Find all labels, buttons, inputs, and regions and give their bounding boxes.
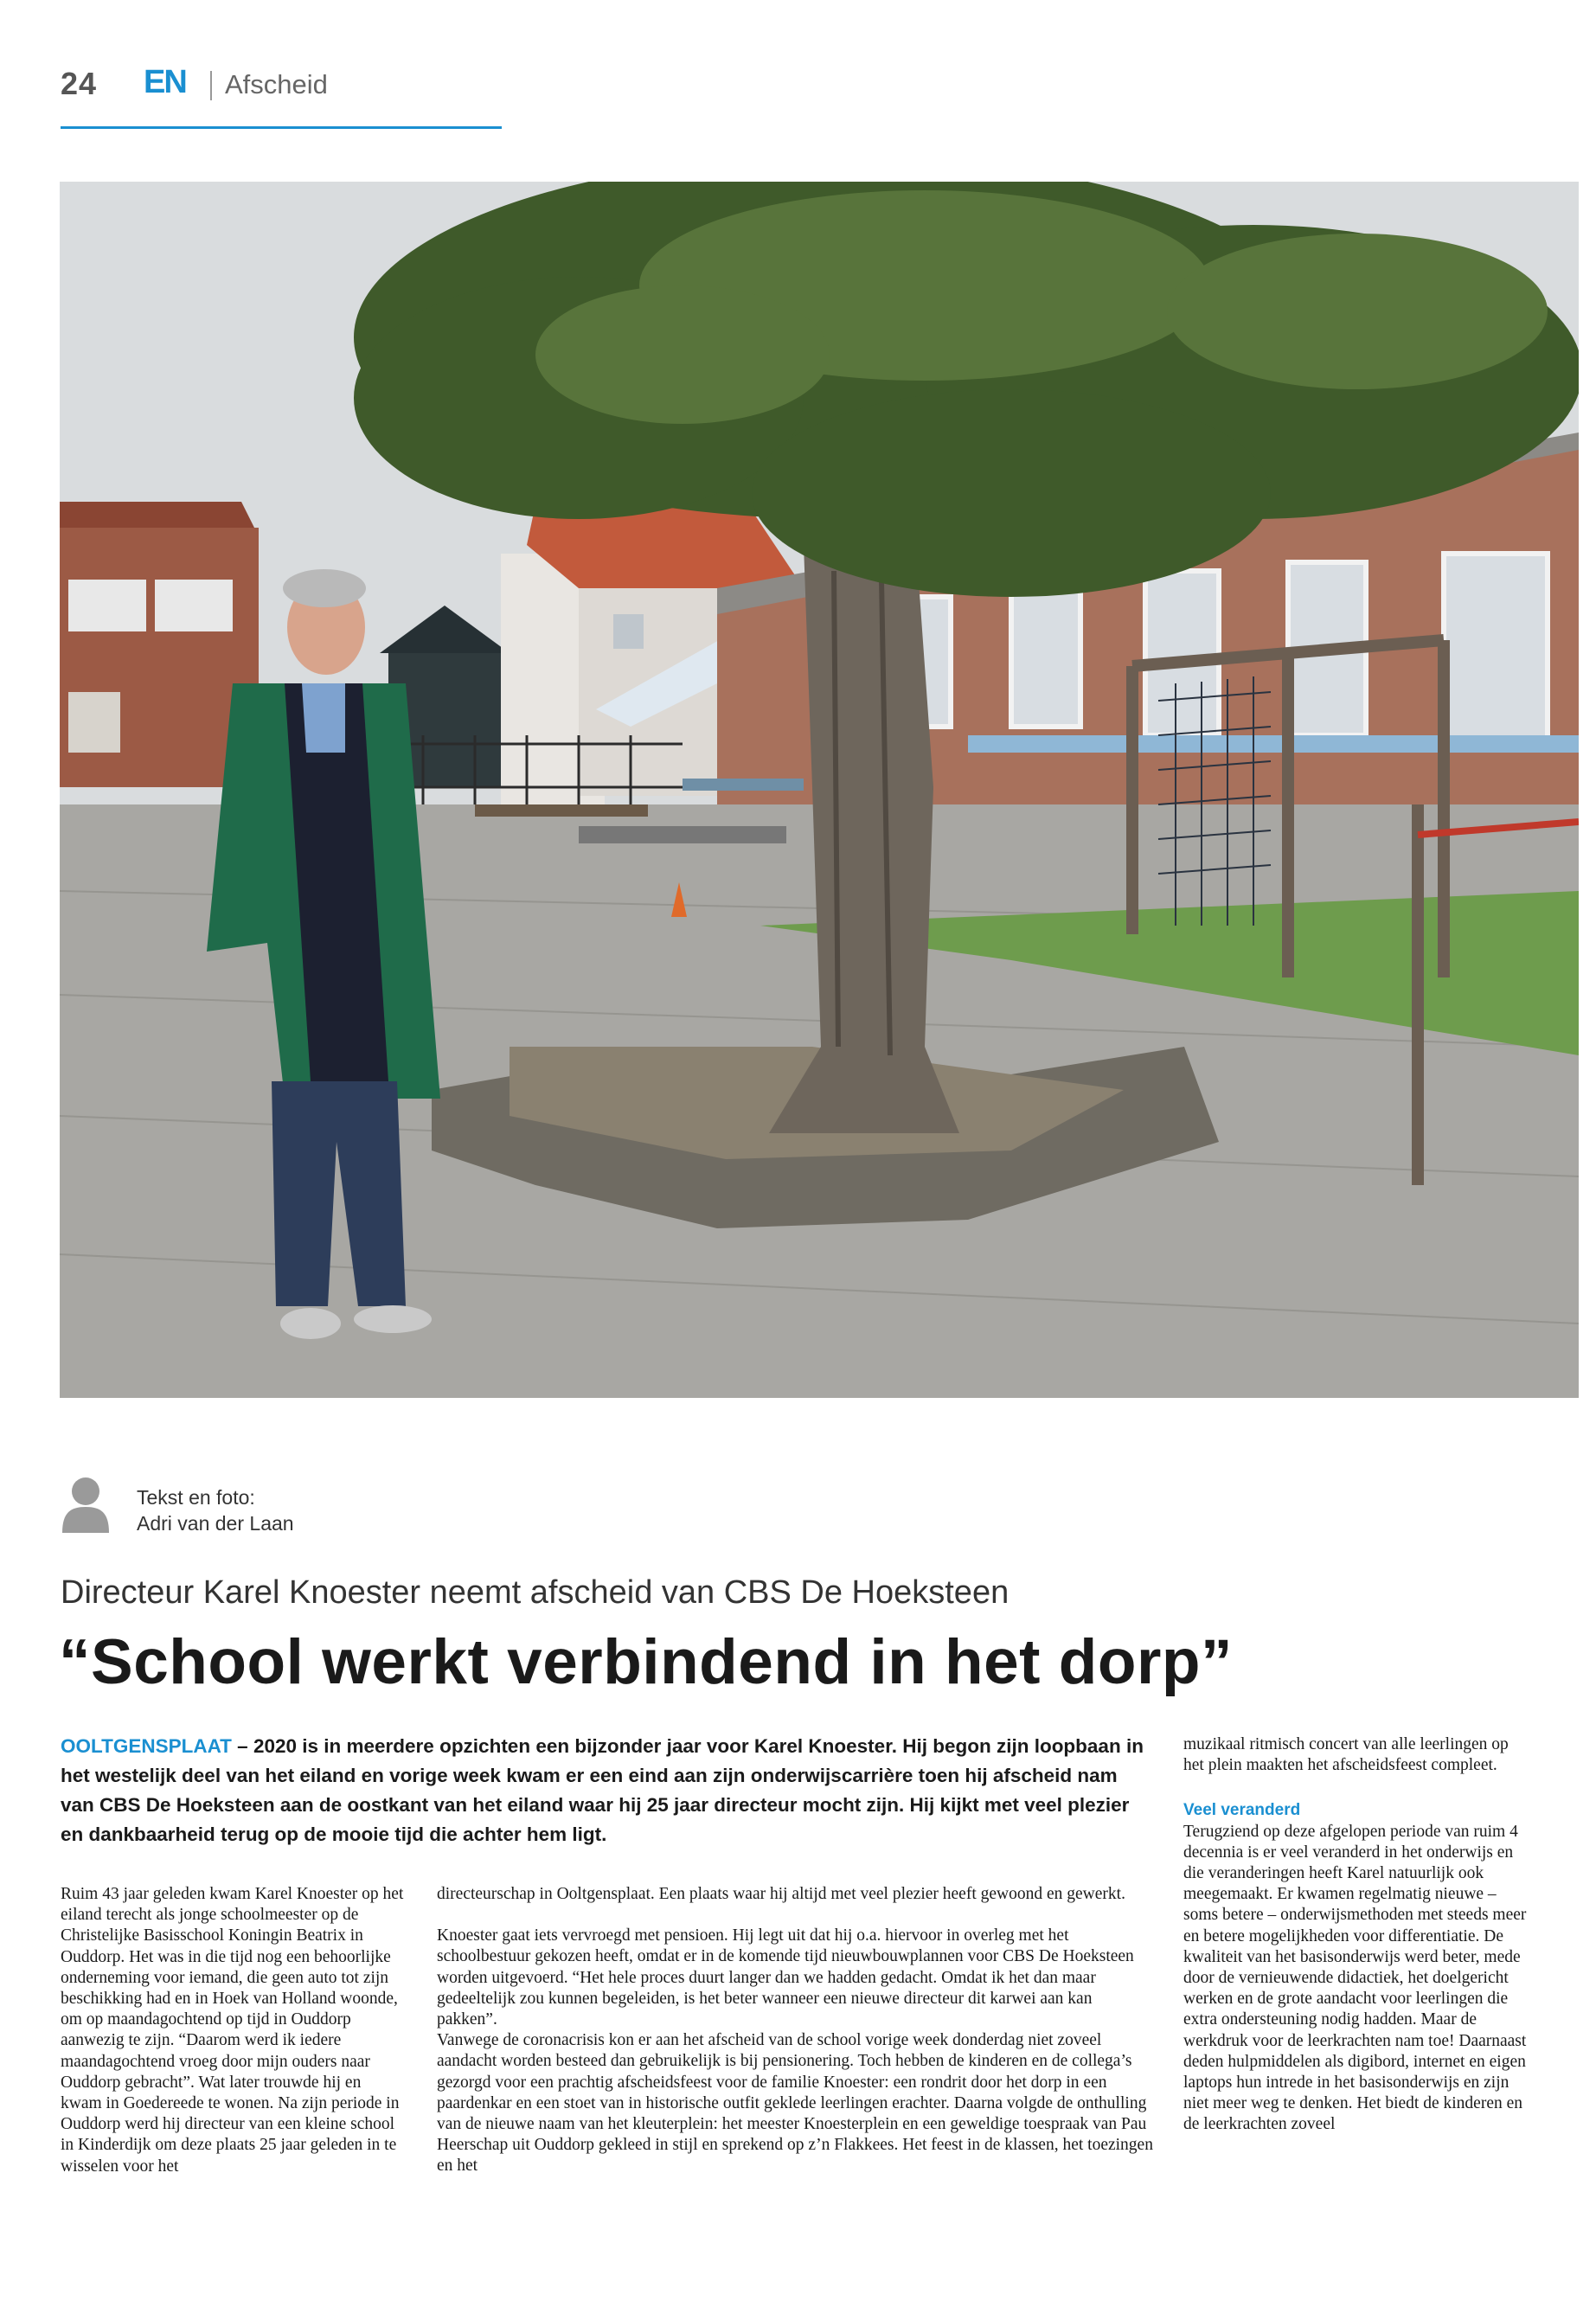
intro-text: – 2020 is in meerdere opzichten een bijzonder jaar voor Karel Knoester. Hij begon zijn loopbaan in het westelijk deel van het eiland en vorige week kwam er een eind aan zijn onderwijscarrière toen hij afscheid nam van CBS De Hoeksteen aan de oostkant van het eiland waar hij 25 jaar directeur mocht zijn. Hij kijkt met veel plezier en dankbaarheid terug op de mooie tijd die achter hem ligt. bbox=[61, 1735, 1144, 1845]
header-rule bbox=[61, 126, 502, 129]
body-paragraph: Knoester gaat iets vervroegd met pensioen. Hij legt uit dat hij o.a. hiervoor in overleg met het schoolbestuur gekozen heeft, omdat er in de komende tijd nieuwbouwplannen voor CBS De Hoeksteen worden uitgevoerd. “Het hele proces duurt langer dan we hadden gedacht. Omdat ik het dan maar gedeeltelijk zou kunnen begeleiden, is het beter wanneer een nieuwe directeur dit karwei aan kan pakken”. bbox=[437, 1926, 1134, 2029]
body-column-2 bbox=[437, 1884, 1153, 2177]
section-label: Afscheid bbox=[225, 69, 328, 99]
author-avatar-icon bbox=[61, 1476, 111, 1533]
header-separator bbox=[210, 71, 212, 100]
body-paragraph: directeurschap in Ooltgensplaat. Een plaats waar hij altijd met veel plezier heeft gewoond en gewerkt. bbox=[437, 1885, 1125, 1903]
body-column-3 bbox=[1183, 1734, 1533, 2136]
body-paragraph: muzikaal ritmisch concert van alle leerlingen op het plein maakten het afscheidsfeest compleet. bbox=[1183, 1735, 1509, 1775]
article-headline: “School werkt verbindend in het dorp” bbox=[59, 1627, 1233, 1697]
section-subheading: Veel veranderd bbox=[1183, 1801, 1301, 1820]
article-photo bbox=[60, 182, 1579, 1398]
body-paragraph: Vanwege de coronacrisis kon er aan het afscheid van de school vorige week donderdag niet zoveel aandacht worden besteed dan gebruikelijk is bij pensionering. Toch hebben de kinderen en de collega’s gezorgd voor een prachtig afscheidsfeest voor de familie Knoester: een rondrit door het dorp in een paardenkar en een stoet van in historische outfit geklede leerlingen erachter. Daarna volgde de onthulling van de nieuwe naam van het kleuterplein: het meester Knoesterplein en een geweldige toespraak van Pau Heerschap uit Ouddorp gekleed in stijl en sprekend op z’n Flakkees. Het feest in de klassen, het toezingen en het bbox=[437, 2031, 1153, 2176]
dateline-place: OOLTGENSPLAAT bbox=[61, 1735, 232, 1757]
body-paragraph: Terugziend op deze afgelopen periode van ruim 4 decennia is er veel veranderd in het onderwijs en die veranderingen heeft Karel natuurlijk ook meegemaakt. Er kwamen regelmatig nieuwe – soms betere – onderwijsmethoden met steeds meer en betere mogelijkheden voor differentiatie. De kwaliteit van het basisonderwijs werd beter, mede door de vernieuwende didactiek, het doelgericht werken en de grote aandacht voor leerlingen die extra ondersteuning nodig hadden. Maar de werkdruk voor de leerkrachten nam toe! Daarnaast deden hulpmiddelen als digibord, internet en eigen laptops hun intrede in het basisonderwijs en zijn niet meer weg te denken. Het biedt de kinderen en de leerkrachten zoveel bbox=[1183, 1822, 1527, 2134]
page-number: 24 bbox=[61, 66, 98, 101]
byline-author: Adri van der Laan bbox=[137, 1512, 294, 1535]
article-kicker: Directeur Karel Knoester neemt afscheid van CBS De Hoeksteen bbox=[61, 1574, 1010, 1611]
article-intro bbox=[61, 1732, 1152, 1849]
publication-logo: EN bbox=[144, 64, 186, 100]
byline-label: Tekst en foto: bbox=[137, 1486, 255, 1509]
body-column-1 bbox=[61, 1884, 405, 2177]
body-paragraph: Ruim 43 jaar geleden kwam Karel Knoester op het eiland terecht als jonge schoolmeester op de Christelijke Basisschool Koningin Beatrix in Ouddorp. Het was in die tijd nog een behoorlijke onderneming voor iemand, die geen auto tot zijn beschikking had en in Hoek van Holland woonde, om op maandagochtend op tijd in Ouddorp aanwezig te zijn. “Daarom werd ik iedere maandagochtend vroeg door mijn ouders naar Ouddorp gebracht”. Wat later trouwde hij en kwam in Goedereede te wonen. Na zijn periode in Ouddorp werd hij directeur van een kleine school in Kinderdijk om deze plaats 25 jaar geleden in te wisselen voor het bbox=[61, 1885, 404, 2176]
